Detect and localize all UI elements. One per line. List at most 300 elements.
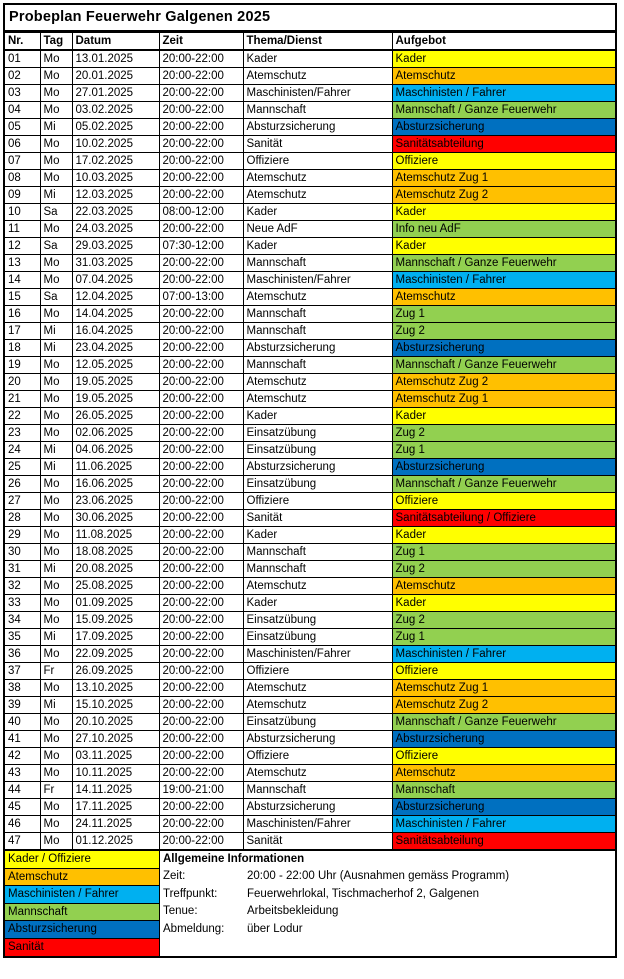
cell-datum: 12.04.2025: [72, 289, 159, 306]
cell-aufgebot: Zug 1: [392, 306, 615, 323]
table-row: [5, 391, 615, 408]
cell-thema: Offiziere: [243, 493, 392, 510]
cell-aufgebot: Atemschutz Zug 2: [392, 697, 615, 714]
cell-datum: 20.01.2025: [72, 68, 159, 85]
cell-tag: Mo: [40, 357, 72, 374]
footer: [5, 851, 615, 956]
info-value: Feuerwehrlokal, Tischmacherhof 2, Galgenen: [247, 887, 480, 900]
cell-tag: Mo: [40, 680, 72, 697]
cell-thema: Atemschutz: [243, 68, 392, 85]
cell-nr: 41: [5, 731, 40, 748]
table-row: [5, 187, 615, 204]
cell-tag: Mo: [40, 578, 72, 595]
cell-thema: Kader: [243, 527, 392, 544]
table-row: [5, 50, 615, 68]
cell-datum: 23.06.2025: [72, 493, 159, 510]
cell-zeit: 20:00-22:00: [159, 493, 243, 510]
cell-nr: 46: [5, 816, 40, 833]
column-header-datum: Datum: [72, 33, 159, 51]
cell-datum: 20.10.2025: [72, 714, 159, 731]
cell-zeit: 20:00-22:00: [159, 68, 243, 85]
cell-datum: 01.09.2025: [72, 595, 159, 612]
cell-datum: 10.03.2025: [72, 170, 159, 187]
cell-datum: 10.11.2025: [72, 765, 159, 782]
cell-aufgebot: Sanitätsabteilung / Offiziere: [392, 510, 615, 527]
cell-aufgebot: Info neu AdF: [392, 221, 615, 238]
cell-aufgebot: Maschinisten / Fahrer: [392, 646, 615, 663]
cell-thema: Mannschaft: [243, 323, 392, 340]
cell-zeit: 20:00-22:00: [159, 187, 243, 204]
cell-zeit: 20:00-22:00: [159, 442, 243, 459]
cell-nr: 20: [5, 374, 40, 391]
schedule-table: [5, 32, 615, 851]
cell-zeit: 20:00-22:00: [159, 323, 243, 340]
cell-aufgebot: Mannschaft: [392, 782, 615, 799]
cell-datum: 26.05.2025: [72, 408, 159, 425]
cell-aufgebot: Absturzsicherung: [392, 459, 615, 476]
cell-zeit: 20:00-22:00: [159, 357, 243, 374]
cell-datum: 10.02.2025: [72, 136, 159, 153]
table-row: [5, 340, 615, 357]
cell-thema: Atemschutz: [243, 187, 392, 204]
cell-tag: Mo: [40, 306, 72, 323]
cell-aufgebot: Atemschutz Zug 2: [392, 187, 615, 204]
table-row: [5, 493, 615, 510]
cell-nr: 11: [5, 221, 40, 238]
cell-tag: Mo: [40, 714, 72, 731]
cell-nr: 28: [5, 510, 40, 527]
cell-nr: 40: [5, 714, 40, 731]
cell-thema: Mannschaft: [243, 255, 392, 272]
cell-thema: Maschinisten/Fahrer: [243, 646, 392, 663]
cell-aufgebot: Kader: [392, 595, 615, 612]
cell-nr: 31: [5, 561, 40, 578]
cell-aufgebot: Atemschutz Zug 2: [392, 374, 615, 391]
cell-aufgebot: Mannschaft / Ganze Feuerwehr: [392, 357, 615, 374]
table-row: [5, 510, 615, 527]
cell-aufgebot: Kader: [392, 408, 615, 425]
cell-zeit: 20:00-22:00: [159, 561, 243, 578]
cell-nr: 10: [5, 204, 40, 221]
cell-tag: Mo: [40, 391, 72, 408]
cell-tag: Mi: [40, 629, 72, 646]
cell-zeit: 20:00-22:00: [159, 391, 243, 408]
cell-zeit: 19:00-21:00: [159, 782, 243, 799]
table-row: [5, 153, 615, 170]
cell-nr: 07: [5, 153, 40, 170]
table-row: [5, 544, 615, 561]
column-header-thema: Thema/Dienst: [243, 33, 392, 51]
cell-aufgebot: Zug 2: [392, 561, 615, 578]
table-row: [5, 833, 615, 851]
cell-aufgebot: Absturzsicherung: [392, 340, 615, 357]
cell-tag: Mo: [40, 102, 72, 119]
table-row: [5, 204, 615, 221]
cell-zeit: 20:00-22:00: [159, 476, 243, 493]
table-row: [5, 748, 615, 765]
cell-aufgebot: Atemschutz Zug 1: [392, 391, 615, 408]
table-row: [5, 323, 615, 340]
cell-tag: Mo: [40, 646, 72, 663]
cell-tag: Mo: [40, 731, 72, 748]
cell-zeit: 20:00-22:00: [159, 765, 243, 782]
cell-zeit: 20:00-22:00: [159, 833, 243, 851]
cell-datum: 23.04.2025: [72, 340, 159, 357]
cell-aufgebot: Atemschutz Zug 1: [392, 170, 615, 187]
cell-nr: 32: [5, 578, 40, 595]
cell-datum: 07.04.2025: [72, 272, 159, 289]
cell-thema: Einsatzübung: [243, 714, 392, 731]
cell-zeit: 20:00-22:00: [159, 374, 243, 391]
cell-zeit: 20:00-22:00: [159, 85, 243, 102]
cell-datum: 25.08.2025: [72, 578, 159, 595]
cell-tag: Mo: [40, 748, 72, 765]
info-title: Allgemeine Informationen: [163, 853, 305, 865]
table-row: [5, 816, 615, 833]
cell-thema: Maschinisten/Fahrer: [243, 85, 392, 102]
cell-nr: 23: [5, 425, 40, 442]
cell-datum: 17.09.2025: [72, 629, 159, 646]
table-row: [5, 102, 615, 119]
cell-thema: Sanität: [243, 510, 392, 527]
cell-nr: 01: [5, 50, 40, 68]
cell-thema: Sanität: [243, 136, 392, 153]
cell-zeit: 20:00-22:00: [159, 799, 243, 816]
cell-zeit: 20:00-22:00: [159, 697, 243, 714]
table-row: [5, 272, 615, 289]
cell-datum: 15.10.2025: [72, 697, 159, 714]
cell-aufgebot: Atemschutz: [392, 578, 615, 595]
cell-tag: Sa: [40, 238, 72, 255]
cell-aufgebot: Zug 2: [392, 425, 615, 442]
cell-zeit: 20:00-22:00: [159, 408, 243, 425]
cell-nr: 30: [5, 544, 40, 561]
info-row: [163, 868, 615, 886]
cell-zeit: 20:00-22:00: [159, 255, 243, 272]
legend-item: Maschinisten / Fahrer: [5, 886, 159, 904]
cell-datum: 20.08.2025: [72, 561, 159, 578]
cell-nr: 47: [5, 833, 40, 851]
table-row: [5, 697, 615, 714]
cell-nr: 45: [5, 799, 40, 816]
info-label: Zeit:: [163, 870, 186, 882]
cell-datum: 03.11.2025: [72, 748, 159, 765]
cell-zeit: 20:00-22:00: [159, 714, 243, 731]
table-row: [5, 442, 615, 459]
cell-thema: Kader: [243, 204, 392, 221]
cell-thema: Absturzsicherung: [243, 119, 392, 136]
cell-zeit: 20:00-22:00: [159, 816, 243, 833]
cell-zeit: 08:00-12:00: [159, 204, 243, 221]
cell-zeit: 20:00-22:00: [159, 425, 243, 442]
cell-tag: Mo: [40, 544, 72, 561]
color-legend: [5, 851, 160, 956]
cell-datum: 16.04.2025: [72, 323, 159, 340]
cell-thema: Kader: [243, 238, 392, 255]
cell-tag: Mo: [40, 799, 72, 816]
table-row: [5, 459, 615, 476]
info-row: [163, 886, 615, 904]
cell-nr: 17: [5, 323, 40, 340]
cell-tag: Mo: [40, 765, 72, 782]
cell-nr: 21: [5, 391, 40, 408]
cell-nr: 26: [5, 476, 40, 493]
cell-tag: Mo: [40, 50, 72, 68]
cell-tag: Mi: [40, 561, 72, 578]
info-label: Treffpunkt:: [163, 887, 218, 900]
cell-thema: Maschinisten/Fahrer: [243, 816, 392, 833]
table-row: [5, 629, 615, 646]
table-row: [5, 799, 615, 816]
cell-zeit: 20:00-22:00: [159, 306, 243, 323]
table-row: [5, 170, 615, 187]
cell-thema: Mannschaft: [243, 102, 392, 119]
cell-aufgebot: Zug 1: [392, 629, 615, 646]
cell-datum: 11.06.2025: [72, 459, 159, 476]
cell-thema: Einsatzübung: [243, 442, 392, 459]
table-row: [5, 238, 615, 255]
table-row: [5, 527, 615, 544]
cell-zeit: 20:00-22:00: [159, 612, 243, 629]
cell-datum: 14.11.2025: [72, 782, 159, 799]
cell-tag: Mi: [40, 459, 72, 476]
cell-aufgebot: Mannschaft / Ganze Feuerwehr: [392, 255, 615, 272]
cell-datum: 17.11.2025: [72, 799, 159, 816]
cell-aufgebot: Absturzsicherung: [392, 119, 615, 136]
cell-zeit: 20:00-22:00: [159, 663, 243, 680]
cell-aufgebot: Zug 1: [392, 544, 615, 561]
table-row: [5, 289, 615, 306]
cell-nr: 15: [5, 289, 40, 306]
cell-tag: Mo: [40, 68, 72, 85]
cell-zeit: 20:00-22:00: [159, 170, 243, 187]
cell-tag: Mi: [40, 119, 72, 136]
table-row: [5, 306, 615, 323]
cell-tag: Sa: [40, 204, 72, 221]
cell-datum: 04.06.2025: [72, 442, 159, 459]
cell-datum: 24.03.2025: [72, 221, 159, 238]
cell-aufgebot: Atemschutz Zug 1: [392, 680, 615, 697]
cell-thema: Atemschutz: [243, 391, 392, 408]
schedule-sheet: [3, 3, 617, 958]
cell-nr: 37: [5, 663, 40, 680]
cell-thema: Einsatzübung: [243, 612, 392, 629]
cell-tag: Mo: [40, 374, 72, 391]
cell-zeit: 07:30-12:00: [159, 238, 243, 255]
cell-datum: 14.04.2025: [72, 306, 159, 323]
legend-item: Kader / Offiziere: [5, 851, 159, 869]
cell-thema: Kader: [243, 50, 392, 68]
table-row: [5, 119, 615, 136]
cell-aufgebot: Offiziere: [392, 153, 615, 170]
table-row: [5, 255, 615, 272]
cell-datum: 18.08.2025: [72, 544, 159, 561]
cell-thema: Einsatzübung: [243, 629, 392, 646]
table-row: [5, 680, 615, 697]
cell-datum: 11.08.2025: [72, 527, 159, 544]
cell-zeit: 20:00-22:00: [159, 748, 243, 765]
cell-aufgebot: Zug 1: [392, 442, 615, 459]
cell-nr: 29: [5, 527, 40, 544]
cell-tag: Mi: [40, 340, 72, 357]
cell-tag: Mo: [40, 816, 72, 833]
cell-aufgebot: Kader: [392, 527, 615, 544]
cell-datum: 15.09.2025: [72, 612, 159, 629]
table-row: [5, 595, 615, 612]
cell-thema: Mannschaft: [243, 561, 392, 578]
cell-thema: Absturzsicherung: [243, 340, 392, 357]
cell-zeit: 20:00-22:00: [159, 153, 243, 170]
cell-datum: 31.03.2025: [72, 255, 159, 272]
cell-datum: 22.09.2025: [72, 646, 159, 663]
cell-aufgebot: Sanitätsabteilung: [392, 833, 615, 851]
cell-thema: Absturzsicherung: [243, 731, 392, 748]
cell-thema: Atemschutz: [243, 765, 392, 782]
table-row: [5, 136, 615, 153]
cell-thema: Absturzsicherung: [243, 459, 392, 476]
column-header-zeit: Zeit: [159, 33, 243, 51]
cell-thema: Absturzsicherung: [243, 799, 392, 816]
cell-nr: 12: [5, 238, 40, 255]
cell-datum: 29.03.2025: [72, 238, 159, 255]
cell-zeit: 20:00-22:00: [159, 680, 243, 697]
legend-item: Atemschutz: [5, 869, 159, 887]
cell-nr: 44: [5, 782, 40, 799]
cell-tag: Fr: [40, 663, 72, 680]
cell-datum: 02.06.2025: [72, 425, 159, 442]
cell-tag: Mo: [40, 272, 72, 289]
cell-thema: Atemschutz: [243, 170, 392, 187]
cell-nr: 27: [5, 493, 40, 510]
cell-aufgebot: Absturzsicherung: [392, 799, 615, 816]
cell-tag: Mo: [40, 476, 72, 493]
table-row: [5, 374, 615, 391]
cell-tag: Mo: [40, 255, 72, 272]
cell-nr: 33: [5, 595, 40, 612]
column-header-aufgebot: Aufgebot: [392, 33, 615, 51]
cell-zeit: 20:00-22:00: [159, 595, 243, 612]
table-row: [5, 221, 615, 238]
cell-nr: 39: [5, 697, 40, 714]
cell-zeit: 20:00-22:00: [159, 459, 243, 476]
table-row: [5, 561, 615, 578]
cell-tag: Mo: [40, 833, 72, 851]
cell-zeit: 20:00-22:00: [159, 102, 243, 119]
cell-tag: Mo: [40, 493, 72, 510]
table-row: [5, 68, 615, 85]
cell-zeit: 20:00-22:00: [159, 221, 243, 238]
cell-thema: Offiziere: [243, 153, 392, 170]
table-row: [5, 408, 615, 425]
cell-tag: Mo: [40, 595, 72, 612]
table-row: [5, 85, 615, 102]
cell-zeit: 20:00-22:00: [159, 646, 243, 663]
cell-aufgebot: Kader: [392, 50, 615, 68]
cell-zeit: 20:00-22:00: [159, 272, 243, 289]
cell-nr: 24: [5, 442, 40, 459]
cell-zeit: 20:00-22:00: [159, 340, 243, 357]
cell-nr: 36: [5, 646, 40, 663]
column-header-nr: Nr.: [5, 33, 40, 51]
legend-item: Absturzsicherung: [5, 921, 159, 939]
cell-thema: Atemschutz: [243, 697, 392, 714]
cell-nr: 42: [5, 748, 40, 765]
cell-datum: 19.05.2025: [72, 391, 159, 408]
table-row: [5, 646, 615, 663]
table-row: [5, 765, 615, 782]
info-value: Arbeitsbekleidung: [247, 905, 339, 917]
cell-thema: Maschinisten/Fahrer: [243, 272, 392, 289]
column-header-tag: Tag: [40, 33, 72, 51]
cell-tag: Mi: [40, 187, 72, 204]
cell-zeit: 20:00-22:00: [159, 119, 243, 136]
cell-aufgebot: Offiziere: [392, 663, 615, 680]
cell-tag: Mi: [40, 442, 72, 459]
cell-nr: 13: [5, 255, 40, 272]
cell-thema: Atemschutz: [243, 680, 392, 697]
cell-tag: Mi: [40, 323, 72, 340]
table-row: [5, 612, 615, 629]
info-row: [163, 921, 615, 939]
cell-datum: 13.01.2025: [72, 50, 159, 68]
cell-datum: 13.10.2025: [72, 680, 159, 697]
cell-nr: 05: [5, 119, 40, 136]
cell-thema: Kader: [243, 408, 392, 425]
cell-nr: 16: [5, 306, 40, 323]
cell-zeit: 20:00-22:00: [159, 629, 243, 646]
cell-thema: Atemschutz: [243, 374, 392, 391]
cell-nr: 14: [5, 272, 40, 289]
cell-thema: Mannschaft: [243, 306, 392, 323]
cell-zeit: 20:00-22:00: [159, 136, 243, 153]
cell-aufgebot: Zug 2: [392, 323, 615, 340]
cell-thema: Mannschaft: [243, 782, 392, 799]
cell-aufgebot: Offiziere: [392, 493, 615, 510]
info-value: 20:00 - 22:00 Uhr (Ausnahmen gemäss Programm): [247, 870, 510, 882]
cell-zeit: 20:00-22:00: [159, 731, 243, 748]
cell-aufgebot: Offiziere: [392, 748, 615, 765]
cell-tag: Mo: [40, 136, 72, 153]
cell-aufgebot: Sanitätsabteilung: [392, 136, 615, 153]
general-info: [160, 851, 615, 956]
cell-datum: 05.02.2025: [72, 119, 159, 136]
cell-zeit: 20:00-22:00: [159, 527, 243, 544]
cell-tag: Mo: [40, 510, 72, 527]
cell-nr: 35: [5, 629, 40, 646]
cell-tag: Mo: [40, 85, 72, 102]
cell-nr: 03: [5, 85, 40, 102]
cell-tag: Mo: [40, 153, 72, 170]
cell-aufgebot: Maschinisten / Fahrer: [392, 272, 615, 289]
cell-datum: 03.02.2025: [72, 102, 159, 119]
page-title: Probeplan Feuerwehr Galgenen 2025: [5, 5, 615, 32]
table-row: [5, 663, 615, 680]
cell-tag: Mo: [40, 527, 72, 544]
cell-tag: Mo: [40, 170, 72, 187]
cell-nr: 19: [5, 357, 40, 374]
cell-zeit: 20:00-22:00: [159, 510, 243, 527]
cell-nr: 02: [5, 68, 40, 85]
cell-datum: 26.09.2025: [72, 663, 159, 680]
cell-datum: 12.05.2025: [72, 357, 159, 374]
cell-thema: Einsatzübung: [243, 476, 392, 493]
cell-zeit: 20:00-22:00: [159, 578, 243, 595]
cell-datum: 16.06.2025: [72, 476, 159, 493]
table-header-row: [5, 33, 615, 51]
cell-nr: 34: [5, 612, 40, 629]
cell-datum: 12.03.2025: [72, 187, 159, 204]
cell-aufgebot: Kader: [392, 238, 615, 255]
